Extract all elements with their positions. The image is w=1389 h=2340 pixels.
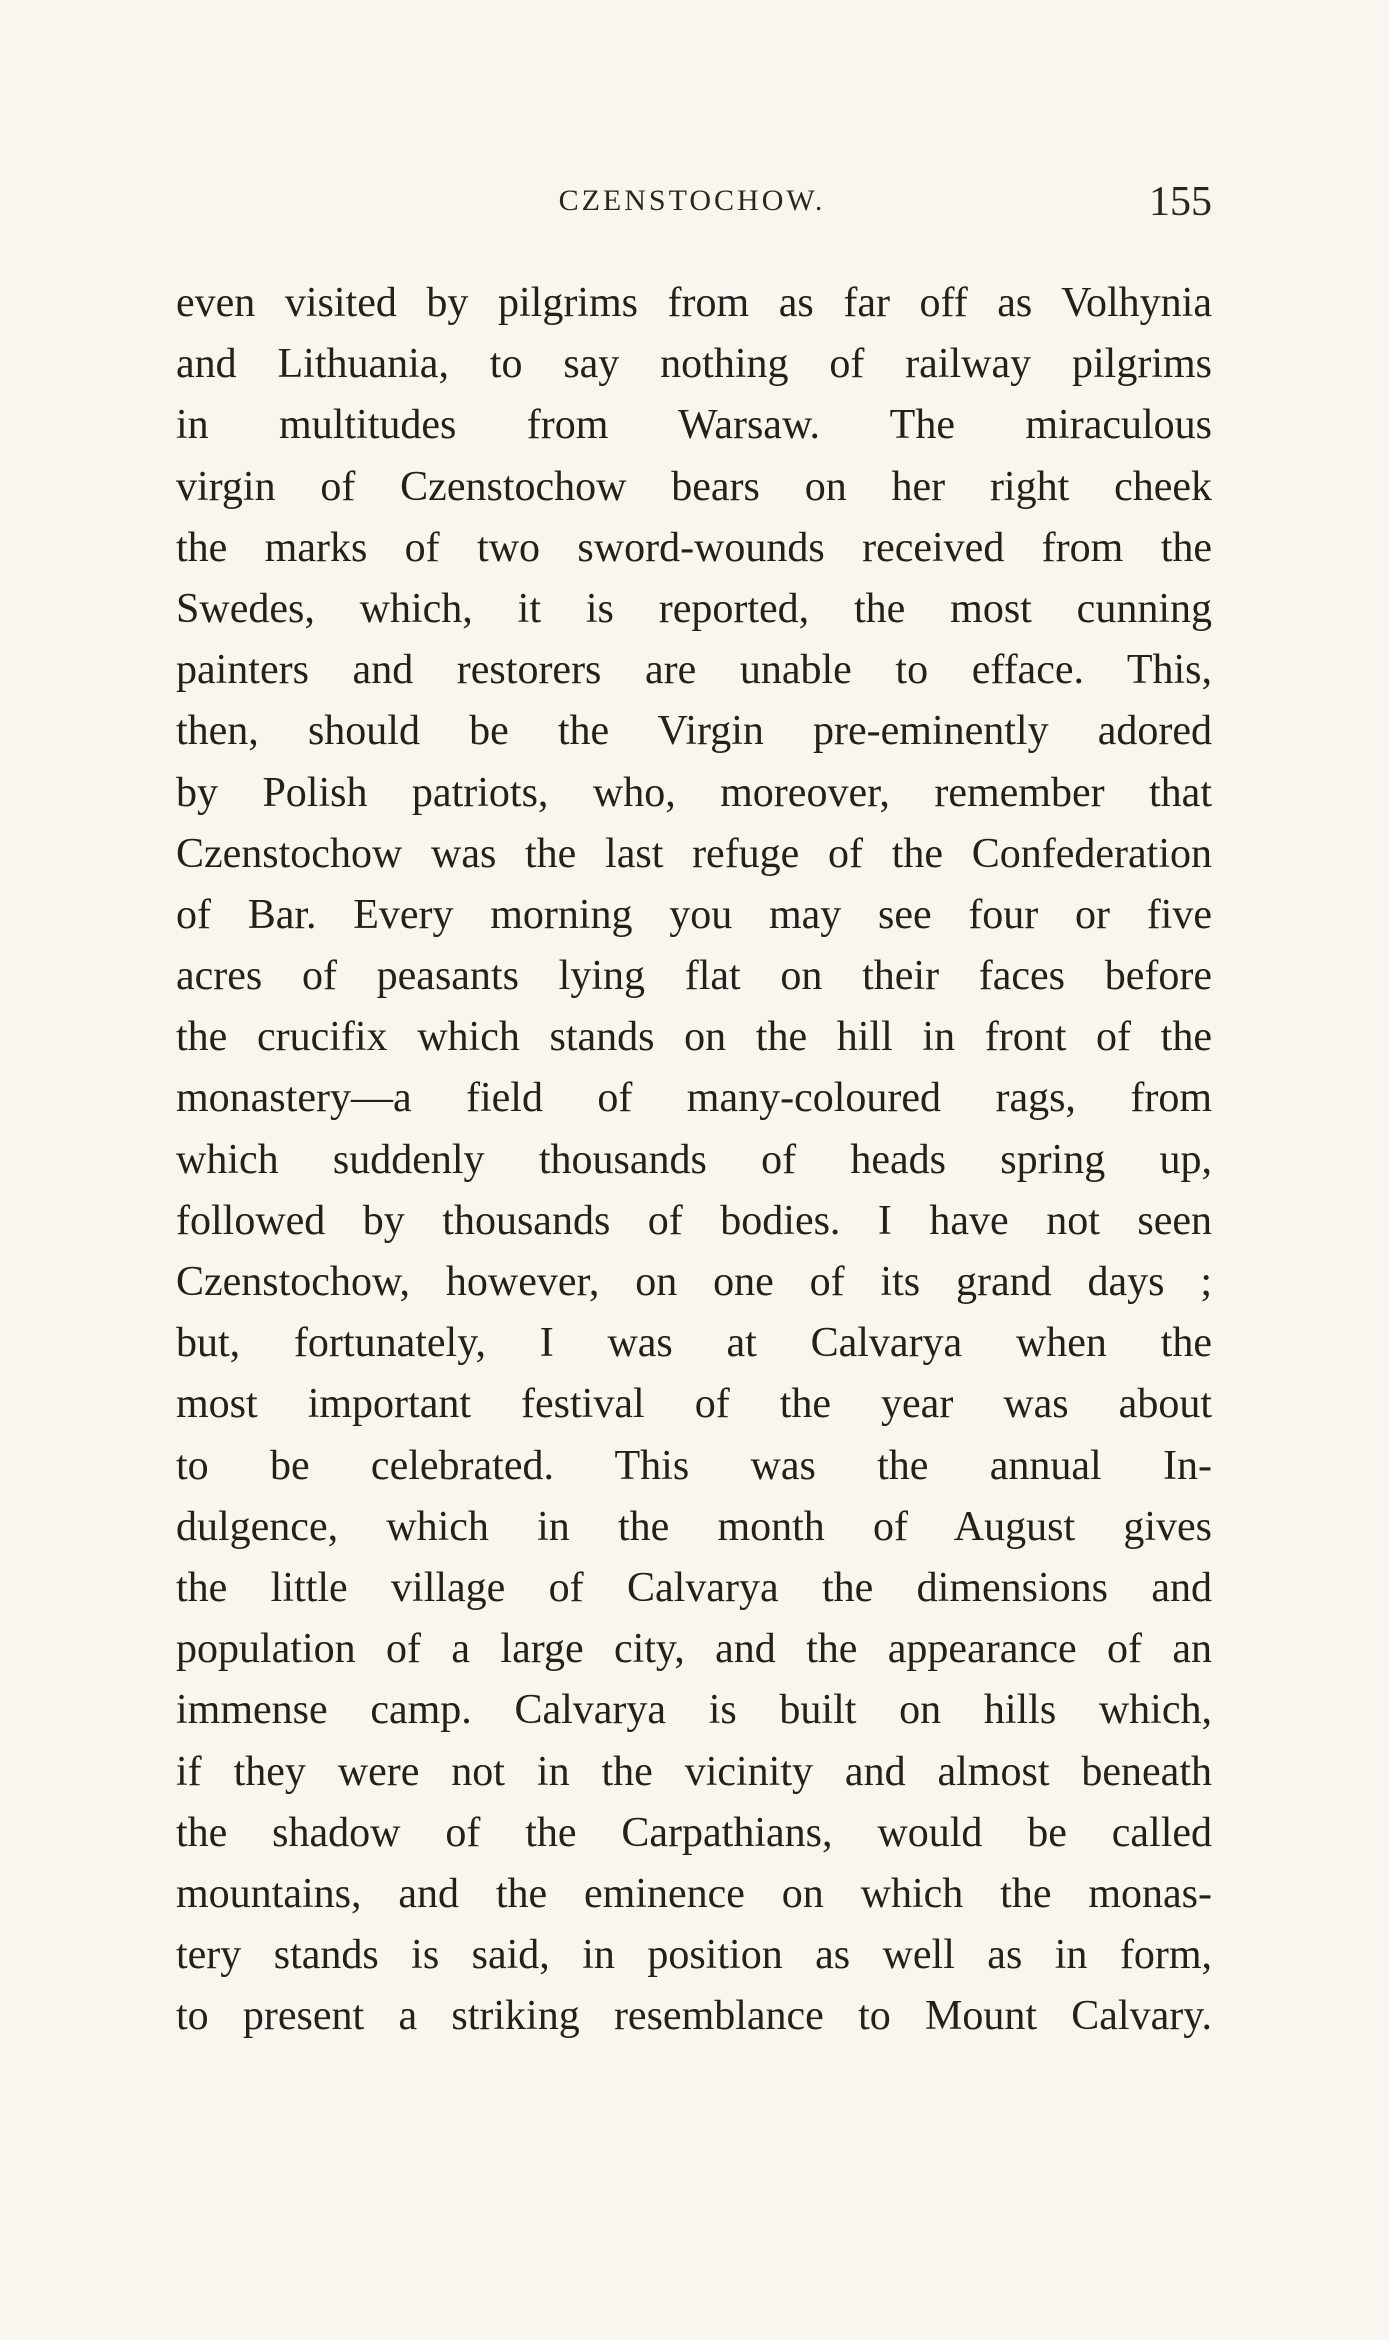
text-line: the little village of Calvarya the dimensions and: [176, 1564, 1212, 1611]
text-line: most important festival of the year was about: [176, 1381, 1212, 1428]
text-line: population of a large city, and the appearance of an: [176, 1626, 1212, 1673]
page-number: 155: [1149, 179, 1212, 225]
text-line: mountains, and the eminence on which the monas-: [176, 1870, 1212, 1917]
text-line: which suddenly thousands of heads spring up,: [176, 1136, 1212, 1183]
text-line: Czenstochow was the last refuge of the Confederation: [176, 830, 1212, 877]
text-line: then, should be the Virgin pre-eminently adored: [176, 708, 1212, 755]
text-line: even visited by pilgrims from as far off as Volhynia: [176, 280, 1212, 326]
text-line: painters and restorers are unable to efface. This,: [176, 647, 1212, 694]
text-line: virgin of Czenstochow bears on her right cheek: [176, 463, 1212, 510]
text-line: tery stands is said, in position as well as in form,: [176, 1932, 1212, 1979]
text-line: if they were not in the vicinity and almost beneath: [176, 1748, 1212, 1795]
running-title: CZENSTOCHOW.: [558, 184, 826, 217]
text-line: Czenstochow, however, on one of its grand days ;: [176, 1259, 1212, 1305]
text-line: monastery—a field of many-coloured rags, from: [176, 1075, 1212, 1122]
running-head: [172, 178, 1212, 234]
text-line: by Polish patriots, who, moreover, remember that: [176, 769, 1212, 816]
text-line: immense camp. Calvarya is built on hills which,: [176, 1687, 1212, 1734]
text-line: dulgence, which in the month of August gives: [176, 1503, 1212, 1550]
text-line: and Lithuania, to say nothing of railway pilgrims: [176, 341, 1212, 388]
text-line: the crucifix which stands on the hill in front of the: [176, 1014, 1212, 1061]
text-line: Swedes, which, it is reported, the most cunning: [176, 585, 1212, 632]
text-line: but, fortunately, I was at Calvarya when the: [176, 1320, 1212, 1367]
text-line: the marks of two sword-wounds received from the: [176, 524, 1212, 571]
body-text: [176, 273, 1212, 2047]
text-line: the shadow of the Carpathians, would be called: [176, 1809, 1212, 1856]
text-line: acres of peasants lying flat on their faces before: [176, 953, 1212, 1000]
text-line: of Bar. Every morning you may see four or five: [176, 891, 1212, 938]
text-line: followed by thousands of bodies. I have not seen: [176, 1197, 1212, 1244]
text-line: to present a striking resemblance to Mount Calvary.: [176, 1993, 1212, 2040]
text-line: in multitudes from Warsaw. The miraculous: [176, 402, 1212, 449]
text-line: to be celebrated. This was the annual In-: [176, 1442, 1212, 1489]
